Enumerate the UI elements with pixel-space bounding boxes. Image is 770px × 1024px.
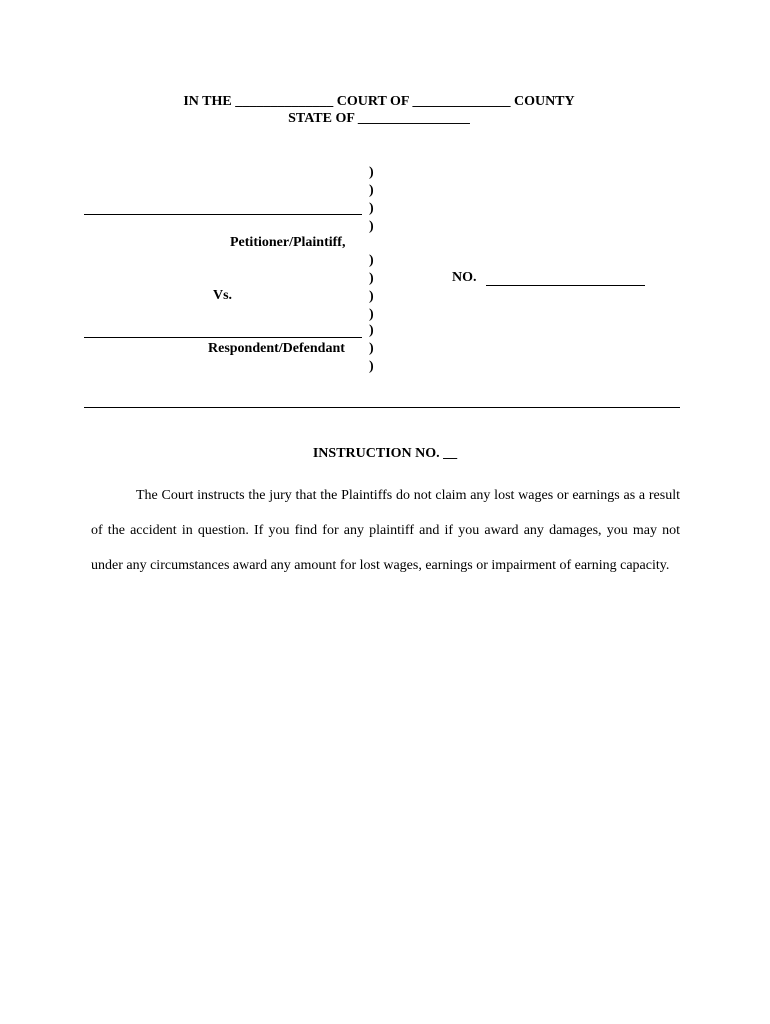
petitioner-name-line bbox=[84, 214, 362, 215]
paren-mark: ) bbox=[369, 253, 374, 268]
instruction-title: INSTRUCTION NO. __ bbox=[312, 446, 458, 461]
paren-mark: ) bbox=[369, 341, 374, 356]
case-number-label: NO. bbox=[452, 270, 477, 285]
versus-label: Vs. bbox=[213, 288, 233, 303]
paren-mark: ) bbox=[369, 289, 374, 304]
paren-mark: ) bbox=[369, 307, 374, 322]
paren-mark: ) bbox=[369, 201, 374, 216]
paren-mark: ) bbox=[369, 183, 374, 198]
paren-mark: ) bbox=[369, 359, 374, 374]
petitioner-label: Petitioner/Plaintiff, bbox=[230, 235, 346, 250]
caption-divider bbox=[84, 407, 680, 408]
paren-mark: ) bbox=[369, 219, 374, 234]
state-header-line: STATE OF ________________ bbox=[288, 111, 470, 126]
respondent-label: Respondent/Defendant bbox=[208, 341, 345, 356]
instruction-body: The Court instructs the jury that the Plaintiffs do not claim any lost wages or earnings as a result of the accident in question. If you find for any plaintiff and if you award any damages, you may not under any circumstances award any amount for lost wages, earnings or impairment of earning capacity. bbox=[91, 488, 680, 573]
paren-mark: ) bbox=[369, 271, 374, 286]
court-header-line: IN THE ______________ COURT OF ______________ COUNTY bbox=[183, 94, 575, 109]
paren-mark: ) bbox=[369, 165, 374, 180]
paren-mark: ) bbox=[369, 323, 374, 338]
case-number-line bbox=[486, 285, 645, 286]
respondent-name-line bbox=[84, 337, 362, 338]
